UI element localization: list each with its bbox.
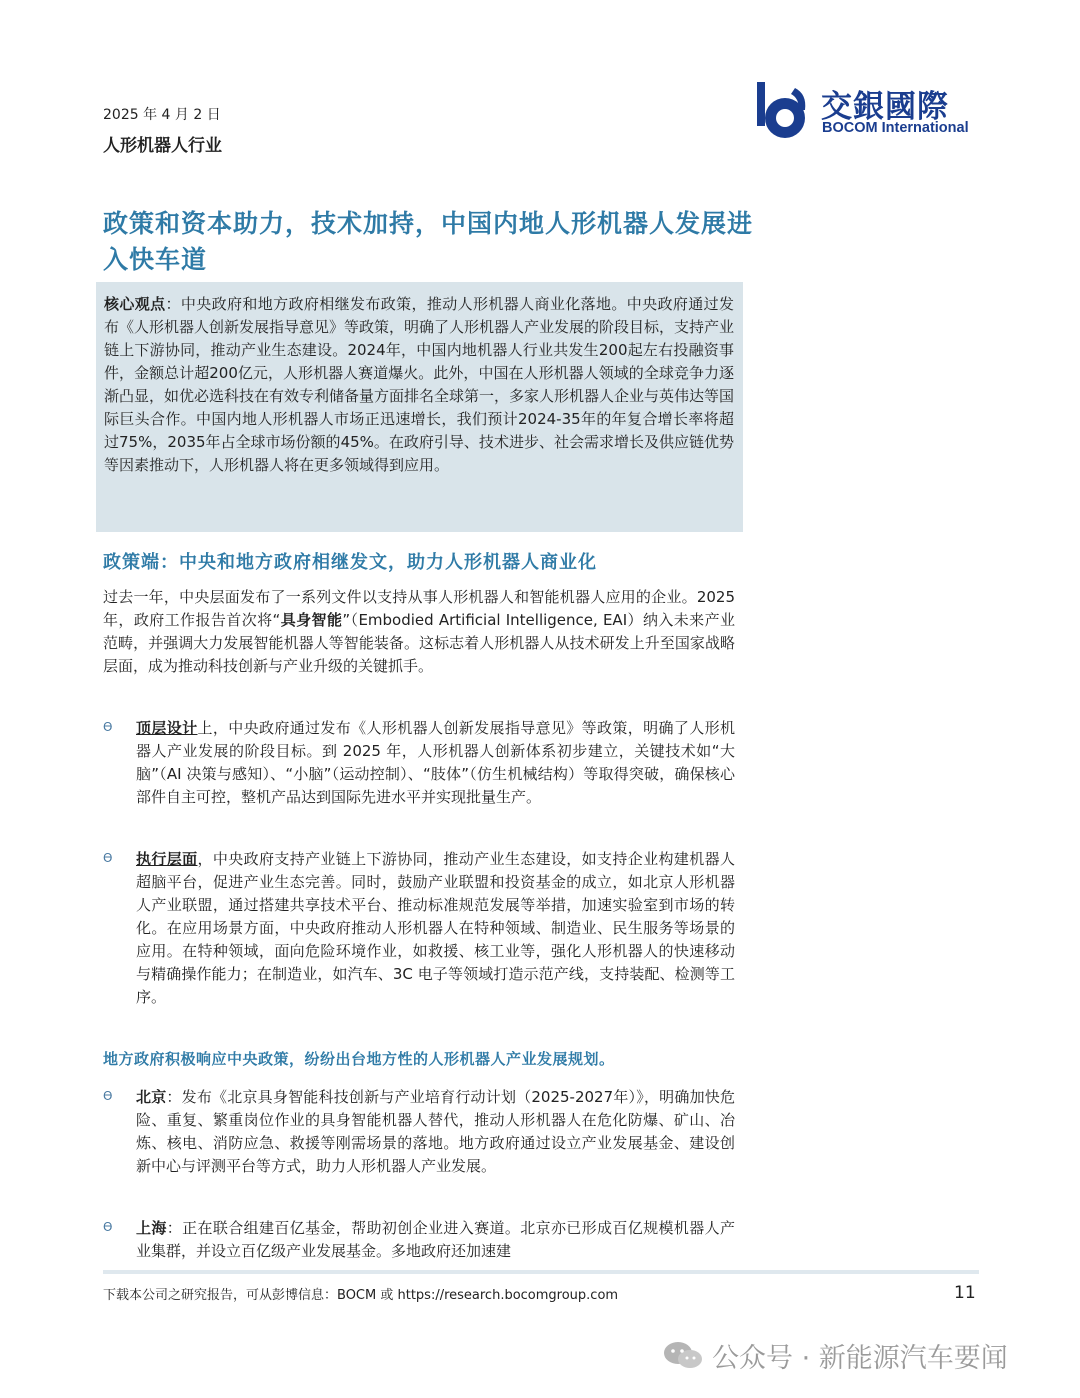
policy-bullet-top-level	[103, 717, 735, 809]
core-view-body: ：中央政府和地方政府相继发布政策，推动人形机器人商业化落地。中央政府通过发布《人形机器人创新发展指导意见》等政策，明确了人形机器人产业发展的阶段目标，支持产业链上下游协同，推动产业生态建设。2024年，中国内地机器人行业共发生200起左右投融资事件，金额总计超200亿元，人形机器人赛道爆火。此外，中国在人形机器人领域的全球竞争力逐渐凸显，如优必选科技在有效专利储备量方面排名全球第一，多家人形机器人企业与英伟达等国际巨头合作。中国内地人形机器人市场正迅速增长，我们预计2024-35年的年复合增长率将超过75%，2035年占全球市场份额的45%。在政府引导、技术进步、社会需求增长及供应链优势等因素推动下，人形机器人将在更多领域得到应用。	[104, 295, 735, 474]
local-section-heading: 地方政府积极响应中央政策，纷纷出台地方性的人形机器人产业发展规划。	[103, 1050, 615, 1068]
bullet-theta-icon: ϴ	[103, 1220, 113, 1234]
bullet-text: 上，中央政府通过发布《人形机器人创新发展指导意见》等政策，明确了人形机器人产业发展的阶段目标。到 2025 年，人形机器人创新体系初步建立，关键技术如“大脑”（AI 决策与感知）、“小脑”（运动控制）、“肢体”（仿生机械结构）等取得突破，确保核心部件自主可控，整机产品达到国际先进水平并实现批量生产。	[136, 719, 735, 806]
report-date: 2025 年 4 月 2 日	[103, 107, 221, 123]
industry-label: 人形机器人行业	[103, 136, 222, 156]
policy-intro-paragraph	[103, 586, 735, 678]
policy-bullet-execution	[103, 848, 735, 1009]
bocom-logo	[755, 80, 985, 142]
wechat-icon	[662, 1340, 704, 1370]
core-view-text	[104, 293, 734, 477]
local-bullet-beijing	[103, 1086, 735, 1178]
bullet-keyword: 上海	[136, 1219, 167, 1237]
watermark-text: 公众号 · 新能源汽车要闻	[712, 1343, 1008, 1374]
core-view-label: 核心观点	[104, 295, 166, 313]
policy-intro-part-b: ”（Embodied Artificial Intelligence, EAI）纳入未来产业范畴，并强调大力发展智能机器人等智能装备。这标志着人形机器人从技术研发上升至国家战略层面，成为推动科技创新与产业升级的关键抓手。	[103, 611, 735, 675]
bullet-theta-icon: ϴ	[103, 1089, 113, 1103]
bocom-logo-icon	[755, 80, 811, 142]
bullet-keyword: 顶层设计	[136, 719, 198, 737]
logo-english-name: BOCOM International	[822, 120, 969, 136]
bullet-text: ：发布《北京具身智能科技创新与产业培育行动计划（2025-2027年）》，明确加快危险、重复、繁重岗位作业的具身智能机器人替代，推动人形机器人在危化防爆、矿山、冶炼、核电、消防应急、救援等刚需场景的落地。地方政府通过设立产业发展基金、建设创新中心与评测平台等方式，助力人形机器人产业发展。	[136, 1088, 735, 1175]
footer-download-note: 下载本公司之研究报告，可从彭博信息：BOCM 或 https://research.bocomgroup.com	[103, 1288, 619, 1303]
policy-intro-part-a: 过去一年，中央层面发布了一系列文件以支持从事人形机器人和智能机器人应用的企业。2025 年，政府工作报告首次将“	[103, 588, 735, 629]
policy-intro-keyword: 具身智能	[280, 611, 343, 629]
bullet-text: ，中央政府支持产业链上下游协同，推动产业生态建设，如支持企业构建机器人超脑平台，促进产业生态完善。同时，鼓励产业联盟和投资基金的成立，如北京人形机器人产业联盟，通过搭建共享技术平台、推动标准规范发展等举措，加速实验室到市场的转化。在应用场景方面，中央政府推动人形机器人在特种领域、制造业、民生服务等场景的应用。在特种领域，面向危险环境作业，如救援、核工业等，强化人形机器人的快速移动与精确操作能力；在制造业，如汽车、3C 电子等领域打造示范产线，支持装配、检测等工序。	[136, 850, 735, 1006]
bullet-theta-icon: ϴ	[103, 851, 113, 865]
logo-chinese-name: 交銀國際	[821, 89, 949, 125]
page-number: 11	[954, 1283, 976, 1303]
bullet-keyword: 执行层面	[136, 850, 198, 868]
bullet-body	[136, 717, 735, 809]
bullet-keyword: 北京	[136, 1088, 167, 1106]
policy-section-heading: 政策端：中央和地方政府相继发文，助力人形机器人商业化	[103, 552, 597, 573]
report-title: 政策和资本助力，技术加持，中国内地人形机器人发展进入快车道	[103, 209, 754, 274]
core-view-box	[96, 282, 743, 532]
bullet-text: ：正在联合组建百亿基金，帮助初创企业进入赛道。北京亦已形成百亿规模机器人产业集群，并设立百亿级产业发展基金。多地政府还加速建	[136, 1219, 735, 1260]
local-bullet-shanghai	[103, 1217, 735, 1263]
bullet-body	[136, 1086, 735, 1178]
footer-divider	[103, 1270, 979, 1274]
bullet-body	[136, 1217, 735, 1263]
bullet-body	[136, 848, 735, 1009]
bullet-theta-icon: ϴ	[103, 720, 113, 734]
